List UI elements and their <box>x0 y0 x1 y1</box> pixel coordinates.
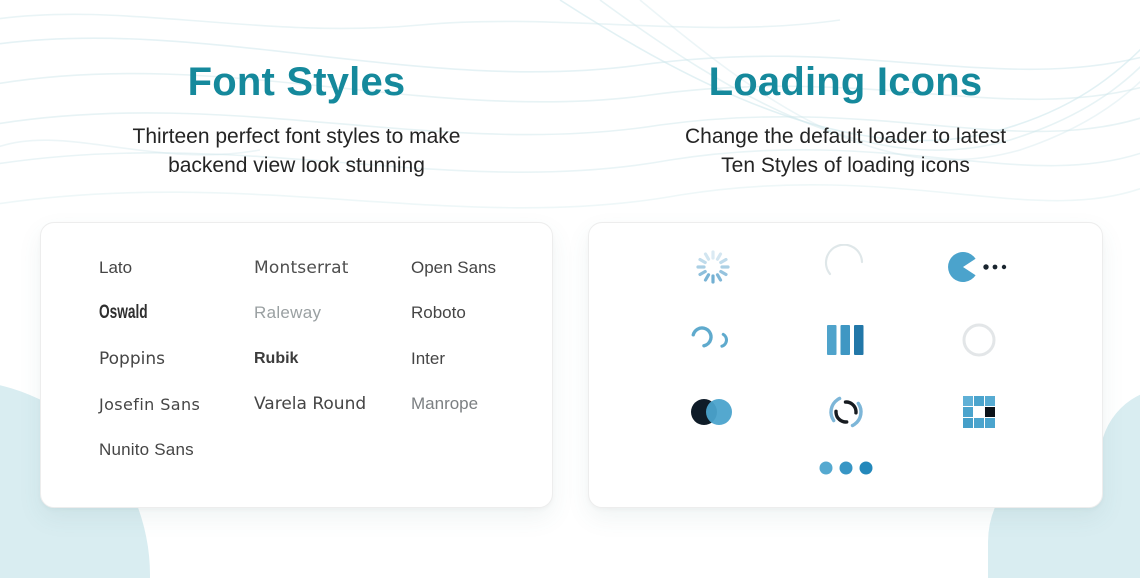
loading-icons-subtitle-line1: Change the default loader to latest <box>684 125 1007 148</box>
ring-loader-icon <box>912 303 1045 376</box>
font-item-raleway: Raleway <box>254 303 322 323</box>
font-styles-subtitle-line1: Thirteen perfect font styles to make <box>132 125 461 148</box>
font-list <box>41 223 552 473</box>
font-item-inter: Inter <box>411 348 446 368</box>
font-item-montserrat: Montserrat <box>254 257 349 278</box>
loading-icons-title: Loading Icons <box>708 60 983 104</box>
grid-squares-loader-icon <box>912 376 1045 448</box>
dual-crescent-spinner-icon <box>646 303 779 376</box>
font-item-nunito-sans: Nunito Sans <box>99 439 194 459</box>
pacman-loader-icon <box>912 231 1045 303</box>
loader-grid <box>646 231 1045 448</box>
broken-ring-spinner-icon <box>779 376 912 448</box>
font-styles-section <box>40 58 553 180</box>
tick-spinner-icon <box>646 231 779 303</box>
loading-icons-section <box>588 58 1103 180</box>
arc-spinner-icon <box>779 231 912 303</box>
font-styles-subtitle <box>40 122 553 180</box>
font-styles-title: Font Styles <box>187 60 406 104</box>
font-item-manrope: Manrope <box>411 394 479 414</box>
loading-icons-subtitle <box>588 122 1103 180</box>
font-item-oswald: Oswald <box>99 302 148 324</box>
vertical-bars-loader-icon <box>779 303 912 376</box>
three-dots-loader-icon <box>589 460 1102 476</box>
font-item-varela-round: Varela Round <box>254 394 367 415</box>
font-item-roboto: Roboto <box>411 303 466 323</box>
font-item-josefin-sans: Josefin Sans <box>99 394 201 414</box>
loading-icons-card <box>588 222 1103 508</box>
font-item-poppins: Poppins <box>99 348 165 369</box>
font-item-open-sans: Open Sans <box>411 257 497 277</box>
font-styles-subtitle-line2: backend view look stunning <box>168 154 425 177</box>
loading-icons-subtitle-line2: Ten Styles of loading icons <box>721 154 970 177</box>
font-item-rubik: Rubik <box>254 349 299 367</box>
font-styles-card <box>40 222 553 508</box>
font-item-lato: Lato <box>99 257 133 277</box>
dual-ball-loader-icon <box>646 376 779 448</box>
